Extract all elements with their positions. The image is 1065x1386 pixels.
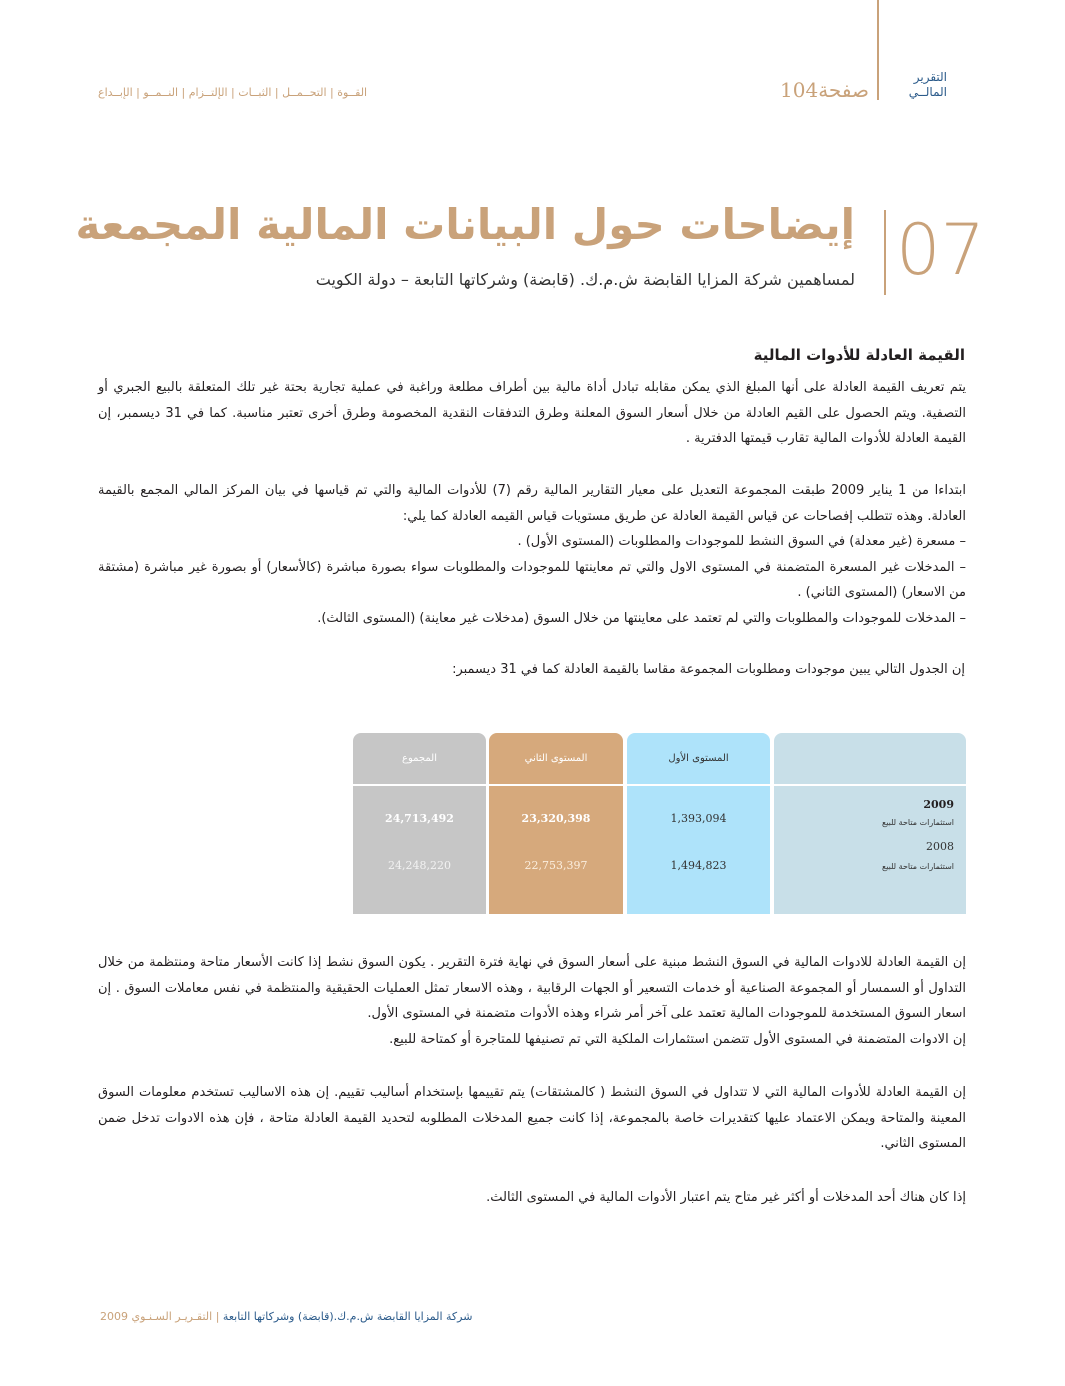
chapter-title: إيضاحات حول البيانات المالية المجمعة bbox=[75, 200, 855, 249]
paragraph-text: إذا كان هناك أحد المدخلات أو أكثر غير متاح يتم اعتبار الأدوات المالية في المستوى الثالث. bbox=[486, 1190, 966, 1205]
cell-level1-2008: 1,494,823 bbox=[670, 859, 727, 872]
paragraph-text: إن القيمة العادلة للأدوات المالية التي لا تتداول في السوق النشط ( كالمشتقات) يتم تقييمها بإستخدام أساليب تقييم. إن هذه الاساليب تستخدم معلومات السوق المعينة والمتاحة ويمكن الاعتماد عليها كتقديرات خاصة بالمجموعة، إذا كانت جميع المدخلات المطلوبه لتحديد القيمة العادلة متاحة ، فإن هذه الادوات تدخل ضمن المستوى الثاني. bbox=[98, 1085, 966, 1151]
section-label bbox=[909, 70, 947, 100]
chapter-subtitle: لمساهمين شركة المزايا القابضة ش.م.ك. (قابضة) وشركاتها التابعة – دولة الكويت bbox=[315, 270, 855, 289]
table-column-body bbox=[627, 786, 770, 914]
bullet-item: – المدخلات للموجودات والمطلوبات والتي لم تعتمد على معاينتها من خلال السوق (مدخلات غير معاينة) (المستوى الثالث). bbox=[317, 610, 966, 626]
footer-separator: | bbox=[212, 1310, 220, 1323]
paragraph-text: يتم تعريف القيمة العادلة على أنها المبلغ الذي يمكن مقابله تبادل أداة مالية بين أطراف مطلعة وراغبة في عملية تجارية بحتة غير تلك المتعلقة بالبيع الجبري أو التصفية. ويتم الحصول على القيم العادلة من خلال أسعار السوق المعلنة وطرق التدفقات النقدية المخصومة وطرق أخرى تعتبر مناسبة. كما في 31 ديسمبر، إن القيمة العادلة للأدوات المالية تقارب قيمتها الدفترية . bbox=[98, 380, 966, 446]
level3-paragraph bbox=[98, 1185, 966, 1211]
cell-total-2008: 24,248,220 bbox=[388, 859, 451, 872]
year-2008: 2008 bbox=[926, 840, 954, 853]
row-label-2008: استثمارات متاحة للبيع bbox=[881, 862, 954, 871]
values-strip: القــوة | التحــمــل | الثبــات | الإلتــزام | النــمــو | الإبــداع bbox=[98, 86, 368, 99]
paragraph-text: ابتداءا من 1 يناير 2009 طبقت المجموعة التعديل على معيار التقارير المالية رقم (7) للأدوات المالية والتي تم قياسها في بيان المركز المالي المجمع بالقيمة العادلة. وهذه تتطلب إفصاحات عن قياس القيمة العادلة عن طريق مستويات قياس القيمه العادلة كما يلي: bbox=[98, 483, 966, 524]
table-column-label bbox=[774, 733, 966, 914]
table-header-level1: المستوى الأول bbox=[627, 733, 770, 784]
table-intro: إن الجدول التالي يبين موجودات ومطلوبات المجموعة مقاسا بالقيمة العادلة كما في 31 ديسمبر: bbox=[452, 662, 965, 677]
table-column-body bbox=[774, 786, 966, 914]
cell-level2-2009: 23,320,398 bbox=[521, 812, 591, 825]
active-market-paragraph bbox=[98, 950, 966, 1052]
table-header-level2: المستوى الثاني bbox=[489, 733, 623, 784]
paragraph-text: إن الادوات المتضمنة في المستوى الأول تتضمن استثمارات الملكية التي تم تصنيفها للمتاجرة أو كمتاحة للبيع. bbox=[389, 1031, 966, 1047]
cell-total-2009: 24,713,492 bbox=[385, 812, 454, 825]
bullet-item: – مسعرة (غير معدلة) في السوق النشط للموجودات والمطلوبات (المستوى الأول) . bbox=[517, 534, 966, 549]
year-2009: 2009 bbox=[923, 798, 954, 811]
footer-report: التقـريـر السـنـوي 2009 bbox=[100, 1310, 213, 1323]
cell-level1-2009: 1,393,094 bbox=[670, 812, 727, 825]
header-divider-line bbox=[877, 0, 879, 100]
table-header-blank bbox=[774, 733, 966, 784]
section-heading: القيمة العادلة للأدوات المالية bbox=[753, 346, 965, 364]
cell-level2-2008: 22,753,397 bbox=[524, 859, 588, 872]
bullet-item: – المدخلات غير المسعرة المتضمنة في المستوى الاول والتي تم معاينتها للموجودات والمطلوبات سواء بصورة مباشرة (كالأسعار) أو بصورة غير مباشرة (مشتقة من الاسعار) (المستوى الثاني) . bbox=[98, 559, 966, 600]
table-column-level1 bbox=[627, 733, 770, 914]
section-label-line2: المالــي bbox=[908, 85, 947, 99]
paragraph-text: إن القيمة العادلة للادوات المالية في السوق النشط مبنية على أسعار السوق في نهاية فترة التقرير . يكون السوق نشط إذا كانت الأسعار متاحة ومنتظمة من خلال التداول أو السمسار أو المجموعة الصناعية أو خدمات التسعير أو الجهات الرقابية ، وهذه الاسعار تمثل العمليات الحقيقية والمنتظمة في نفس معاملات السوق . إن اسعار السوق المستخدمة للموجودات المالية تعتمد على آخر أمر شراء وهذه الأدوات متضمنة في المستوى الأول. bbox=[98, 955, 966, 1021]
section-label-line1: التقرير bbox=[913, 70, 947, 84]
level2-paragraph bbox=[98, 1080, 966, 1157]
levels-paragraph bbox=[98, 478, 966, 631]
table-header-total: المجموع bbox=[353, 733, 486, 784]
page-number: صفحة104 bbox=[780, 78, 869, 102]
fair-value-table bbox=[353, 733, 966, 914]
page-footer bbox=[100, 1310, 472, 1323]
row-label-2009: استثمارات متاحة للبيع bbox=[881, 818, 954, 827]
fair-value-paragraph bbox=[98, 375, 966, 452]
chapter-number: 07 bbox=[896, 209, 986, 291]
chapter-divider-line bbox=[884, 210, 886, 295]
table-column-body bbox=[489, 786, 623, 914]
table-column-total bbox=[353, 733, 486, 914]
table-column-level2 bbox=[489, 733, 623, 914]
footer-company: شركة المزايا القابضة ش.م.ك.(قابضة) وشركاتها التابعة bbox=[222, 1310, 473, 1323]
table-column-body bbox=[353, 786, 486, 914]
